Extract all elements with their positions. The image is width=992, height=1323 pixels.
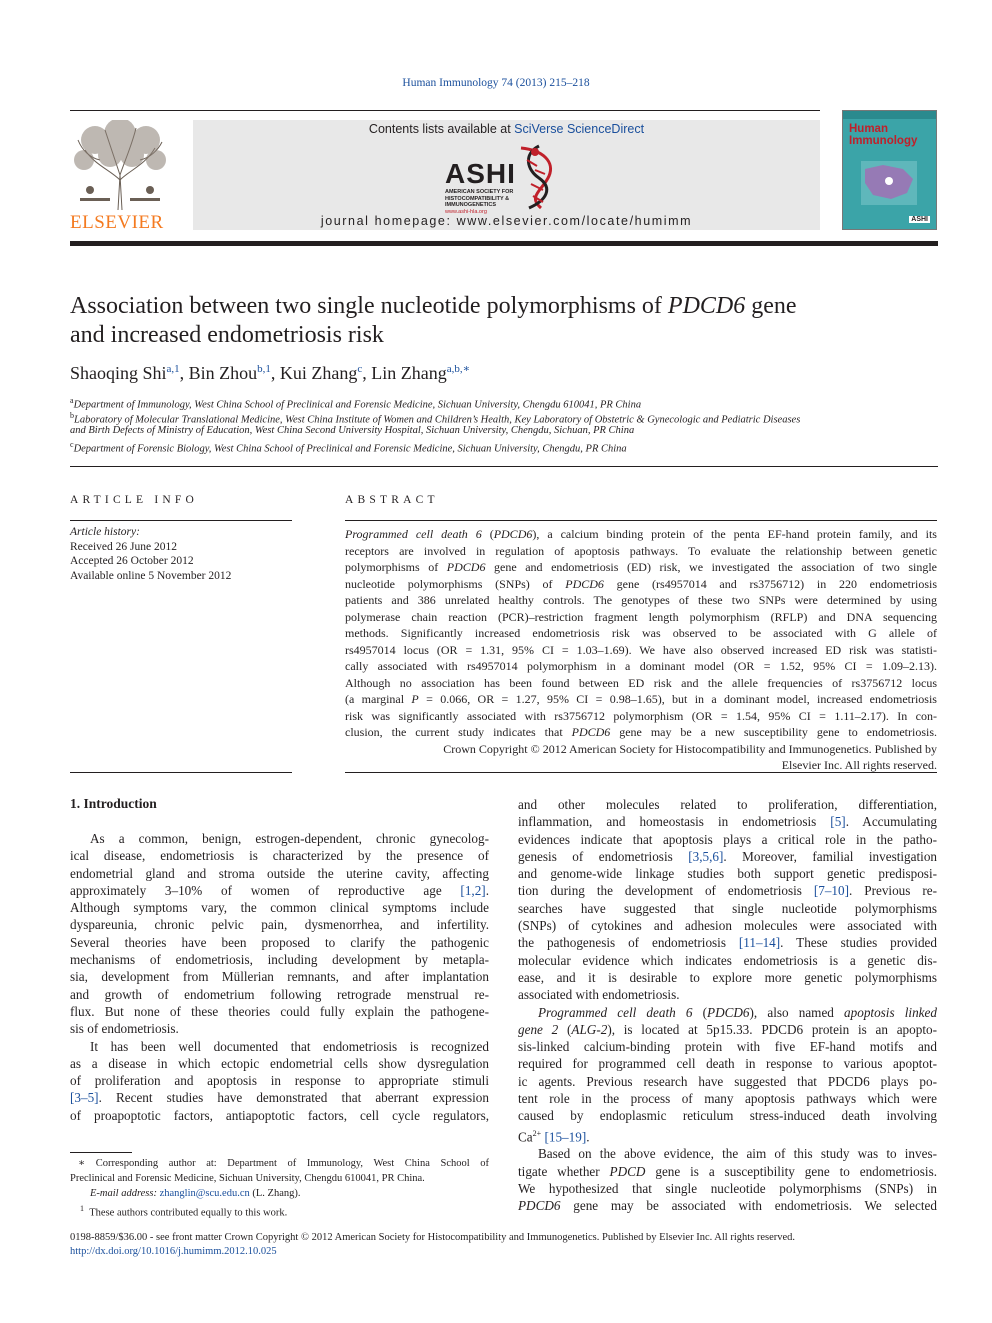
accepted-date: Accepted 26 October 2012 bbox=[70, 555, 194, 567]
footnote-rule bbox=[70, 1152, 132, 1153]
body-line: as a disease in which ectopic endometrial cells show dysregulation bbox=[70, 1055, 489, 1071]
author-sep: , bbox=[179, 363, 189, 383]
journal-citation[interactable]: Human Immunology 74 (2013) 215–218 bbox=[402, 77, 590, 89]
author bbox=[70, 363, 189, 383]
affil-rule bbox=[70, 466, 938, 467]
equal-contribution-note bbox=[70, 1201, 489, 1221]
abstract-copyright: Elsevier Inc. All rights reserved. bbox=[781, 758, 937, 772]
abstract-line: patients and 386 unrelated healthy controls. The genotypes of these two SNPs were determined by using bbox=[345, 593, 937, 607]
abstract-heading: ABSTRACT bbox=[345, 494, 439, 506]
affiliation-c bbox=[70, 438, 940, 457]
author-affil-sup[interactable]: b,1 bbox=[257, 363, 271, 375]
ashi-logo bbox=[443, 140, 583, 215]
section-heading-introduction: 1. Introduction bbox=[70, 796, 157, 811]
journal-homepage[interactable]: journal homepage: www.elsevier.com/locate/humimm bbox=[320, 214, 693, 228]
abstract-line: clusion, the current study indicates that PDCD6 gene may be a new susceptibility gene to endometriosis. bbox=[345, 725, 938, 739]
body-line: associated with endometriosis. bbox=[518, 987, 680, 1003]
footnotes bbox=[70, 1156, 489, 1221]
history-label: Article history: bbox=[70, 526, 140, 538]
body-right-column bbox=[518, 796, 937, 1215]
body-line: PDCD6 gene may be associated with endometriosis. We selected bbox=[518, 1198, 937, 1214]
contents-prefix: Contents lists available at bbox=[368, 122, 515, 136]
author-name: Kui Zhang bbox=[279, 363, 358, 383]
author-affil-sup[interactable]: a,b,∗ bbox=[446, 363, 471, 375]
body-line: Based on the above evidence, the aim of this study was to inves- bbox=[538, 1146, 937, 1162]
abstract-line: polymorphisms of PDCD6 gene and endometriosis (ED) risk, we investigated the association of two single bbox=[345, 560, 937, 574]
masthead-rule bbox=[70, 241, 938, 246]
cover-title bbox=[849, 123, 917, 147]
body-line: evidences indicate that apoptosis plays a critical role in the patho- bbox=[518, 831, 937, 847]
email-note bbox=[70, 1186, 489, 1201]
body-line: Although symptoms vary, the common clinical symptoms include bbox=[70, 900, 489, 916]
ashi-url: www.ashi-hla.org bbox=[445, 208, 487, 215]
online-date: Available online 5 November 2012 bbox=[70, 569, 232, 582]
affil-text: Department of Forensic Biology, West China School of Preclinical and Forensic Medicine, Sichuan University, Chengdu, PR China bbox=[73, 443, 627, 455]
cover-ashi-badge: ASHI bbox=[911, 216, 928, 223]
author-list bbox=[70, 362, 470, 384]
author-name: Shaoqing Shi bbox=[70, 363, 167, 383]
abstract-line: (a marginal P = 0.066, OR = 1.27, 95% CI = 0.98–1.65), but in a dominant model, increased endometriosis bbox=[345, 692, 937, 706]
citation-link[interactable]: [3,5,6] bbox=[688, 848, 724, 864]
doi-link[interactable]: http://dx.doi.org/10.1016/j.humimm.2012.10.025 bbox=[70, 1246, 277, 1257]
abstract-line: methods. Significantly increased endometriosis risk was observed to be associated with G allele of bbox=[345, 626, 937, 640]
body-line: inflammation, and homeostasis in endometriosis [5]. Accumulating bbox=[518, 814, 938, 830]
abstract-line: receptors are involved in regulation of apoptosis pathways. To evaluate the relationship between genetic bbox=[345, 543, 937, 558]
citation-link[interactable]: [15–19] bbox=[544, 1129, 587, 1145]
title-line-1: Association between two single nucleotide polymorphisms of bbox=[70, 293, 668, 319]
cover-title-line-1: Human bbox=[849, 123, 888, 135]
body-line: $Ca^{2+}$ [15–19]. bbox=[518, 1128, 590, 1145]
citation-link[interactable]: [11–14] bbox=[738, 935, 781, 951]
article-title bbox=[70, 292, 930, 350]
body-line: sia, development from Müllerian remnants, and after implantation bbox=[70, 969, 489, 985]
body-line: tent role in the process of many apoptosis pathways which were bbox=[518, 1091, 937, 1107]
email-link[interactable]: zhanglin@scu.edu.cn bbox=[159, 1188, 250, 1199]
author-sep: , bbox=[270, 363, 280, 383]
body-line: gene 2 (ALG-2), is located at 5p15.33. PDCD6 protein is an apopto- bbox=[518, 1021, 937, 1037]
body-left-column bbox=[70, 830, 489, 1124]
affil-sup: b bbox=[70, 411, 74, 420]
email-label: E-mail address: bbox=[90, 1188, 157, 1199]
article-info-bottom-rule bbox=[70, 772, 292, 773]
abstract-line: polymerase chain reaction (PCR)–restriction fragment length polymorphism (RFLP) and DNA sequencing bbox=[345, 609, 937, 624]
author-name: Lin Zhang bbox=[371, 363, 447, 383]
abstract-rule bbox=[345, 520, 937, 521]
sciencedirect-link[interactable]: SciVerse ScienceDirect bbox=[514, 122, 645, 136]
body-line: As a common, benign, estrogen-dependent, chronic gynecolog- bbox=[90, 831, 489, 846]
journal-banner bbox=[193, 120, 820, 230]
citation-link[interactable]: [5] bbox=[830, 814, 846, 830]
body-line: ic agents. Previous research have suggested that PDCD6 plays po- bbox=[518, 1073, 937, 1089]
body-line: Programmed cell death 6 (PDCD6), also named apoptosis linked bbox=[538, 1004, 937, 1020]
body-line: caused by endoplasmic reticulum stress-induced death involving bbox=[518, 1108, 937, 1124]
body-line: of proliferation and apoptosis in response to appropriate stimuli bbox=[70, 1073, 489, 1089]
cover-top-strip bbox=[843, 111, 936, 119]
citation-link[interactable]: [1,2] bbox=[460, 882, 486, 898]
abstract-line: Although no association has been found between ED risk and the allele frequencies of rs3756712 locus bbox=[345, 675, 937, 690]
abstract-bottom-rule bbox=[345, 772, 937, 773]
ashi-line-3: IMMUNOGENETICS bbox=[445, 202, 497, 208]
author-affil-sup[interactable]: a,1 bbox=[166, 363, 180, 375]
body-line: and other molecules related to proliferation, differentiation, bbox=[518, 797, 937, 812]
affiliation-b-cont bbox=[70, 424, 940, 439]
body-line: the pathogenesis of endometriosis [11–14]. These studies provided bbox=[518, 935, 938, 951]
body-line: endometrial gland and stroma outside the uterine cavity, affecting bbox=[70, 865, 489, 881]
body-line: approximately 3–10% of women of reproductive age [1,2]. bbox=[70, 882, 489, 898]
body-line: searches have suggested that single nucleotide polymorphisms bbox=[518, 900, 937, 916]
body-line: tigate whether PDCD gene is a susceptibility gene to endometriosis. bbox=[518, 1163, 937, 1179]
equal-sup: 1 bbox=[80, 1204, 84, 1213]
affil-text: Laboratory of Molecular Translational Medicine, West China Institute of Women and Children’s Health, Key Laboratory of Obstetric & Gynecologic and Pediatric Diseases bbox=[74, 414, 801, 426]
affil-text: and Birth Defects of Ministry of Education, West China Second University Hospital, Sichuan University, Chengdu, Sichuan, PR China bbox=[70, 425, 635, 436]
front-matter-line: 0198-8859/$36.00 - see front matter Crown Copyright © 2012 American Society for Histocompatibility and Immunogenetics. Published by Elsevier Inc. All rights reserved. bbox=[70, 1232, 796, 1243]
body-line: ical disease, endometriosis is characterized by the presence of bbox=[70, 848, 489, 864]
title-line-2: and increased endometriosis risk bbox=[70, 322, 384, 348]
affil-text: Department of Immunology, West China School of Preclinical and Forensic Medicine, Sichuan University, Chengdu 610041, PR China bbox=[73, 399, 642, 411]
affil-sup: a bbox=[70, 396, 74, 405]
ashi-wordmark: ASHI bbox=[445, 158, 516, 189]
ashi-line-2: HISTOCOMPATIBILITY & bbox=[445, 195, 510, 202]
body-line: molecular evidence which indicates endometriosis is a genetic dis- bbox=[518, 952, 937, 968]
title-line-1-end: gene bbox=[745, 293, 797, 319]
abstract-copyright: Crown Copyright © 2012 American Society for Histocompatibility and Immunogenetics. Published by bbox=[443, 741, 937, 756]
author-affil-sup[interactable]: c bbox=[357, 363, 363, 375]
body-line: and genome-wide linkage studies both support genetic predisposi- bbox=[518, 866, 937, 882]
body-line: sis of endometriosis. bbox=[70, 1021, 179, 1037]
author-sep: , bbox=[362, 363, 372, 383]
article-history bbox=[70, 525, 231, 583]
journal-cover bbox=[842, 110, 937, 230]
article-info-heading: ARTICLE INFO bbox=[70, 494, 198, 506]
body-line: Several theories have been proposed to clarify the pathogenic bbox=[70, 934, 489, 950]
body-line: flux. But none of these theories could fully explain the pathogene- bbox=[70, 1003, 489, 1019]
body-line: (SNPs) of cytokines and adhesion molecules were associated with bbox=[518, 918, 937, 934]
body-line: sis-linked calcium-binding protein with five EF-hand motifs and bbox=[518, 1039, 937, 1055]
contents-line bbox=[193, 122, 820, 136]
author-name: Bin Zhou bbox=[188, 363, 258, 383]
body-line: genesis of endometriosis [3,5,6]. Moreover, familial investigation bbox=[518, 848, 938, 864]
header-rule bbox=[70, 110, 820, 111]
abstract-body bbox=[345, 526, 937, 774]
email-suffix: (L. Zhang). bbox=[249, 1188, 301, 1199]
title-gene: PDCD6 bbox=[667, 293, 746, 319]
author bbox=[280, 363, 371, 383]
elsevier-wordmark: ELSEVIER bbox=[70, 212, 164, 233]
author bbox=[371, 363, 470, 383]
affil-sup: c bbox=[70, 440, 74, 449]
body-line: mechanisms of endometriosis, including development by metapla- bbox=[70, 952, 489, 968]
body-line: dyspareunia, chronic pelvic pain, dysmenorrhea, and infertility. bbox=[70, 917, 489, 933]
author bbox=[189, 363, 280, 383]
abstract-line: nucleotide polymorphisms (SNPs) of PDCD6 gene (rs4957014 and rs3756712) in 220 endometriosis bbox=[345, 576, 937, 591]
ashi-line-1: AMERICAN SOCIETY FOR bbox=[445, 189, 514, 195]
body-line: required for programmed cell death in response to various apoptot- bbox=[518, 1056, 937, 1072]
body-line: ease, and it is desirable to explore more genetic polymorphisms bbox=[518, 969, 937, 985]
article-info-rule bbox=[70, 520, 292, 521]
abstract-line: cally associated with rs4957014 polymorphism in a dominant model (OR = 1.52, 95% CI = 1.09–2.13). bbox=[345, 659, 937, 673]
elsevier-tree-logo bbox=[70, 120, 170, 212]
citation-link[interactable]: [7–10] bbox=[813, 883, 849, 899]
corresponding-author-note: ∗ Corresponding author at: Department of Immunology, West China School of bbox=[78, 1158, 489, 1169]
citation-link[interactable]: [3–5] bbox=[70, 1090, 99, 1106]
cover-title-line-2: Immunology bbox=[849, 135, 918, 147]
body-line: of proapoptotic factors, antiapoptotic factors, cell cycle regulators, bbox=[70, 1107, 489, 1123]
body-line: We hypothesized that single nucleotide polymorphisms (SNPs) in bbox=[518, 1180, 937, 1196]
body-line: tion during the development of endometriosis [7–10]. Previous re- bbox=[518, 883, 937, 899]
abstract-line: Programmed cell death 6 (PDCD6), a calcium binding protein of the penta EF-hand protein family, and its bbox=[345, 527, 937, 541]
body-line: and growth of endometrium following retrograde menstrual re- bbox=[70, 986, 489, 1002]
corresponding-author-note-cont: Preclinical and Forensic Medicine, Sichuan University, Chengdu 610041, PR China. bbox=[70, 1173, 425, 1184]
equal-text: These authors contributed equally to this work. bbox=[89, 1207, 288, 1219]
abstract-line: rs4957014 locus (OR = 1.31, 95% CI = 1.03–1.69). We have also observed increased ED risk was statisti- bbox=[345, 642, 937, 657]
body-line: [3–5]. Recent studies have demonstrated that aberrant expression bbox=[70, 1090, 489, 1106]
body-line: It has been well documented that endometriosis is recognized bbox=[90, 1038, 489, 1054]
received-date: Received 26 June 2012 bbox=[70, 540, 177, 553]
abstract-line: risk was significantly associated with rs3756712 polymorphism (OR = 1.54, 95% CI = 1.11–2.17). In con- bbox=[345, 708, 937, 723]
